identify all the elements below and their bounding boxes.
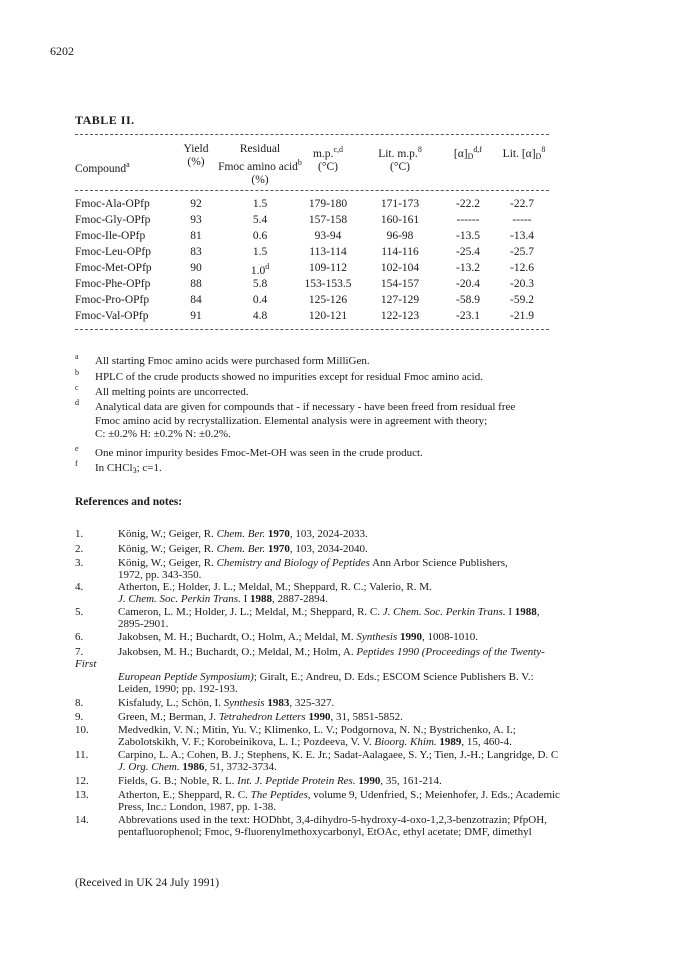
cell-mp: 153-153.5 — [304, 278, 352, 290]
table-header-rule — [75, 190, 549, 191]
cell-compound: Fmoc-Leu-OPfp — [75, 246, 152, 258]
cell-rotation: -25.4 — [456, 246, 480, 258]
cell-rotation: -20.4 — [456, 278, 480, 290]
cell-compound: Fmoc-Ile-OPfp — [75, 230, 146, 242]
cell-yield: 90 — [190, 262, 202, 274]
footnote — [75, 398, 595, 445]
cell-lit-mp: 154-157 — [380, 278, 420, 290]
cell-residual: 1.5 — [252, 246, 268, 258]
table-row — [0, 214, 677, 230]
footnote-mark: f — [75, 459, 78, 468]
table-row — [0, 294, 677, 310]
header-lit-rotation: Lit. $[\alpha]_D^8$ — [502, 145, 546, 161]
cell-lit-rotation: ----- — [512, 214, 532, 226]
cell-lit-rotation: -20.3 — [510, 278, 534, 290]
cell-lit-mp: 160-161 — [380, 214, 420, 226]
cell-residual: 5.8 — [252, 278, 268, 290]
header-yield: Yield (%) — [183, 143, 209, 168]
cell-mp: 157-158 — [308, 214, 348, 226]
cell-lit-rotation: -25.7 — [510, 246, 534, 258]
table-row — [0, 230, 677, 246]
cell-lit-mp: 102-104 — [380, 262, 420, 274]
header-residual: Residual Fmoc amino acid$^b$ (%) — [218, 143, 302, 186]
footnote-text: All melting points are uncorrected. — [95, 386, 249, 398]
footnote-mark: d — [75, 398, 79, 407]
cell-residual: 1.0$^d$ — [250, 262, 270, 277]
cell-mp: 120-121 — [308, 310, 348, 322]
cell-yield: 88 — [190, 278, 202, 290]
cell-rotation: -58.9 — [456, 294, 480, 306]
cell-lit-mp: 171-173 — [380, 198, 420, 210]
table-row — [0, 278, 677, 294]
cell-compound: Fmoc-Pro-OPfp — [75, 294, 150, 306]
cell-compound: Fmoc-Val-OPfp — [75, 310, 149, 322]
cell-yield: 81 — [190, 230, 202, 242]
cell-lit-rotation: -21.9 — [510, 310, 534, 322]
header-rotation: $[\alpha]_D^{d,f}$ — [453, 145, 483, 161]
footnote-mark: a — [75, 352, 79, 361]
table-row — [0, 246, 677, 262]
cell-yield: 83 — [190, 246, 202, 258]
cell-mp: 125-126 — [308, 294, 348, 306]
cell-lit-mp: 114-116 — [381, 246, 419, 258]
cell-residual: 5.4 — [252, 214, 268, 226]
cell-rotation: -23.1 — [456, 310, 480, 322]
cell-lit-mp: 122-123 — [380, 310, 420, 322]
cell-rotation: -13.5 — [456, 230, 480, 242]
footnote-text: All starting Fmoc amino acids were purchased form MilliGen. — [95, 355, 370, 367]
cell-residual: 0.4 — [252, 294, 268, 306]
cell-lit-rotation: -59.2 — [510, 294, 534, 306]
table-row — [0, 310, 677, 326]
cell-lit-mp: 127-129 — [380, 294, 420, 306]
footnote-mark: b — [75, 368, 79, 377]
header-lit-mp: Lit. m.p.$^8$ (°C) — [378, 145, 422, 173]
cell-rotation: ------ — [456, 214, 480, 226]
header-compound: Compound$^a$ — [75, 160, 130, 175]
cell-yield: 93 — [190, 214, 202, 226]
cell-rotation: -22.2 — [456, 198, 480, 210]
cell-yield: 92 — [190, 198, 202, 210]
references-heading: References and notes: — [75, 496, 183, 508]
cell-mp: 93-94 — [314, 230, 342, 242]
footnote-text: Analytical data are given for compounds that - if necessary - have been freed from residual free Fmoc amino acid by recrystallization. Elemental analysis were in agreement with theory; C: ±0.2% H: ±0.2% N: ±0.2%. — [95, 401, 516, 440]
cell-lit-mp: 96-98 — [386, 230, 414, 242]
cell-compound: Fmoc-Phe-OPfp — [75, 278, 151, 290]
footnote-mark: e — [75, 444, 79, 453]
page-number: 6202 — [50, 44, 74, 58]
cell-lit-rotation: -22.7 — [510, 198, 534, 210]
cell-lit-rotation: -13.4 — [510, 230, 534, 242]
footnote-text: In CHCl$_3$; c=1. — [95, 462, 162, 475]
cell-mp: 113-114 — [309, 246, 347, 258]
cell-residual: 4.8 — [252, 310, 268, 322]
table-row — [0, 198, 677, 214]
received-date: (Received in UK 24 July 1991) — [75, 877, 220, 889]
table-row — [0, 262, 677, 278]
cell-rotation: -13.2 — [456, 262, 480, 274]
cell-mp: 109-112 — [309, 262, 347, 274]
footnote-mark: c — [75, 383, 79, 392]
cell-yield: 91 — [190, 310, 202, 322]
cell-compound: Fmoc-Met-OPfp — [75, 262, 152, 274]
footnote-text: One minor impurity besides Fmoc-Met-OH was seen in the crude product. — [95, 447, 423, 459]
table-title: TABLE II. — [75, 113, 135, 127]
cell-residual: 0.6 — [252, 230, 268, 242]
reference-item: 7. Jakobsen, M. H.; Buchardt, O.; Meldal, M.; Holm, A. Peptides 1990 (Proceedings of the Twenty- First European Peptide Symposium); Giralt, E.; Andreu, D. Eds.; ESCOM Science Publishers B. V.: Leiden, 1990; pp. 192-193. — [75, 646, 545, 695]
cell-yield: 84 — [190, 294, 202, 306]
cell-lit-rotation: -12.6 — [510, 262, 534, 274]
header-mp: m.p.$^{c,d}$ (°C) — [312, 145, 343, 173]
table-top-rule — [75, 134, 549, 135]
cell-compound: Fmoc-Ala-OPfp — [75, 198, 150, 210]
cell-compound: Fmoc-Gly-OPfp — [75, 214, 151, 226]
footnote-text: HPLC of the crude products showed no impurities except for residual Fmoc amino acid. — [95, 371, 483, 383]
cell-residual: 1.5 — [252, 198, 268, 210]
table-bottom-rule — [75, 329, 549, 330]
cell-mp: 179-180 — [308, 198, 348, 210]
